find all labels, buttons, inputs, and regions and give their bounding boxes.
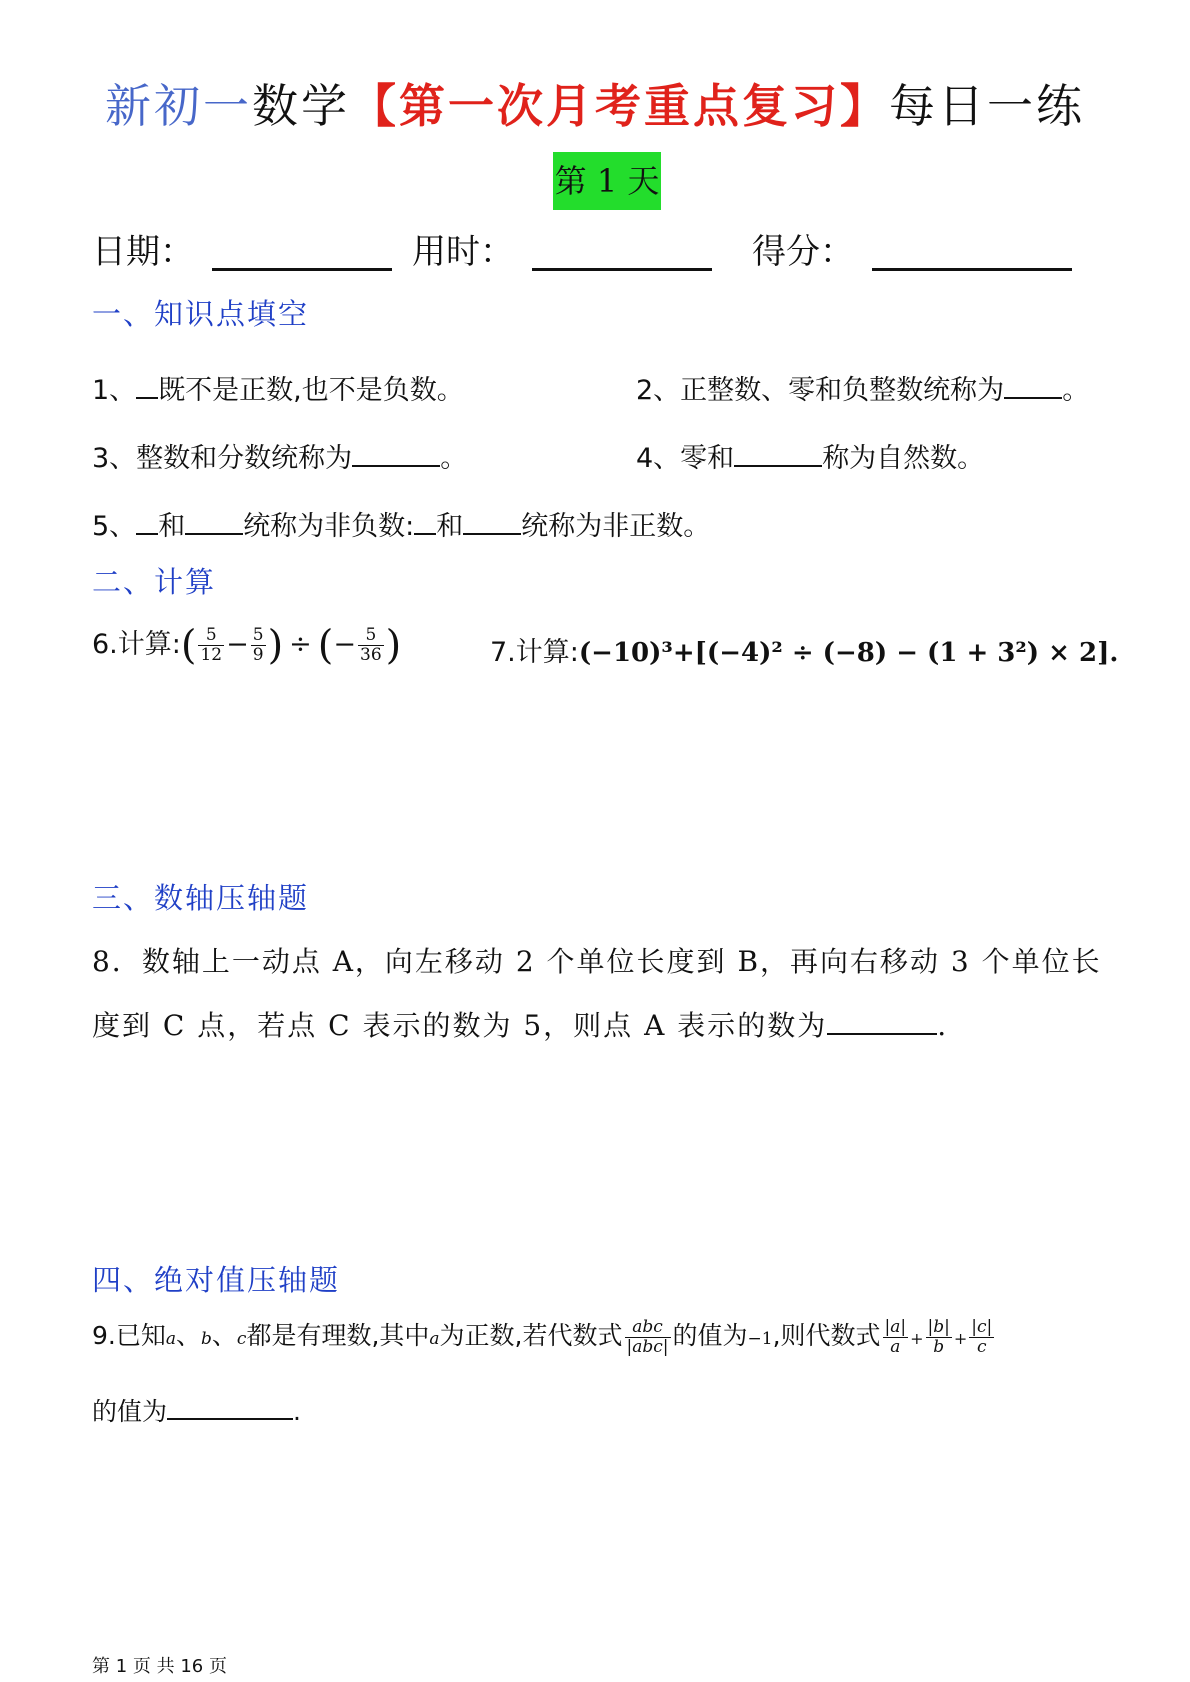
- q5-blank-4[interactable]: [463, 532, 521, 535]
- var-c: c: [236, 1329, 247, 1349]
- paren-open-2: (: [317, 622, 334, 669]
- frac2-den: 9: [252, 645, 264, 665]
- fb-den: b: [933, 1336, 945, 1357]
- abc-num: abc: [625, 1318, 671, 1338]
- frac2-num: 5: [252, 625, 264, 645]
- abc-den: |abc|: [626, 1336, 669, 1357]
- q5-number: 5、: [92, 511, 137, 542]
- q8-text: 度到 C 点，若点 C 表示的数为 5，则点 A 表示的数为: [92, 1009, 828, 1042]
- q2-text: 2、正整数、零和负整数统称为: [636, 375, 1005, 406]
- time-label: 用时：: [412, 232, 514, 272]
- frac3-den: 36: [360, 645, 382, 665]
- neg-sign: −: [333, 629, 357, 660]
- fraction-3: [358, 626, 384, 665]
- div-sign: ÷: [289, 629, 312, 660]
- q9-text-3: 的值为: [672, 1321, 748, 1350]
- var-b: b: [201, 1329, 212, 1349]
- minus-sign: −: [226, 629, 249, 660]
- paren-open: (: [180, 622, 197, 669]
- q3-blank[interactable]: [352, 464, 440, 467]
- q5-and-2: 和: [436, 511, 464, 542]
- q5-blank-2[interactable]: [185, 532, 243, 535]
- q9-value-label: 的值为: [92, 1397, 168, 1426]
- plus-1: +: [910, 1329, 924, 1348]
- fc-den: c: [977, 1336, 987, 1357]
- question-4: [636, 436, 984, 475]
- q1-blank[interactable]: [136, 396, 158, 399]
- question-9-line-2: [92, 1392, 301, 1428]
- frac3-num: 5: [358, 626, 384, 646]
- fraction-2: [251, 626, 266, 665]
- page-title: [0, 70, 1190, 136]
- section-heading-2: 二、计算: [92, 565, 217, 599]
- paren-close: ): [267, 622, 284, 669]
- sep-2: 、: [211, 1321, 237, 1350]
- q9-number: 9.已知: [92, 1321, 166, 1350]
- q5-and-1: 和: [158, 511, 186, 542]
- q1-number: 1、: [92, 375, 137, 406]
- q9-text-4: ,则代数式: [772, 1321, 881, 1350]
- q5-nonpos: 统称为非正数。: [521, 511, 711, 542]
- question-8-line-2: [92, 1004, 948, 1044]
- question-9-line-1: [92, 1316, 996, 1357]
- day-badge: 第 1 天: [553, 152, 661, 210]
- question-1: [92, 368, 464, 407]
- fraction-b: [926, 1318, 952, 1357]
- q2-end: 。: [1062, 375, 1090, 406]
- fraction-1: [198, 626, 224, 665]
- date-label: 日期：: [92, 232, 194, 272]
- var-a: a: [165, 1329, 176, 1349]
- var-a-2: a: [429, 1329, 440, 1349]
- q8-end: .: [937, 1009, 949, 1042]
- frac1-num: 5: [198, 626, 224, 646]
- title-daily: 每日一练: [889, 79, 1085, 133]
- q4-blank[interactable]: [734, 464, 822, 467]
- title-grade: 新初一: [105, 79, 252, 133]
- question-2: [636, 368, 1089, 407]
- q6-label: 6.计算:: [92, 629, 181, 660]
- question-5: [92, 504, 710, 543]
- q9-text-2: 为正数,若代数式: [439, 1321, 623, 1350]
- section-heading-3: 三、数轴压轴题: [92, 881, 310, 915]
- q2-blank[interactable]: [1004, 396, 1062, 399]
- q5-blank-1[interactable]: [136, 532, 158, 535]
- q5-blank-3[interactable]: [414, 532, 436, 535]
- plus-2: +: [953, 1329, 968, 1348]
- score-label: 得分：: [752, 232, 854, 272]
- time-blank[interactable]: [532, 268, 712, 271]
- q9-end: .: [293, 1397, 301, 1426]
- question-7: [490, 630, 1118, 669]
- fc-num: |c|: [971, 1316, 993, 1337]
- q9-text-1: 都是有理数,其中: [246, 1321, 430, 1350]
- fraction-abc: [625, 1318, 671, 1357]
- question-6: [92, 622, 402, 669]
- q3-end: 。: [440, 443, 468, 474]
- score-blank[interactable]: [872, 268, 1072, 271]
- fraction-c: [969, 1318, 994, 1357]
- fa-den: a: [890, 1336, 901, 1357]
- question-8-line-1: 8．数轴上一动点 A，向左移动 2 个单位长度到 B，再向右移动 3 个单位长: [92, 945, 1102, 978]
- paren-close-2: ): [385, 622, 402, 669]
- q1-text: 既不是正数,也不是负数。: [158, 375, 464, 406]
- q4-end: 称为自然数。: [822, 443, 985, 474]
- title-subject: 数学: [252, 79, 350, 133]
- frac1-den: 12: [200, 645, 223, 665]
- question-3: [92, 436, 467, 475]
- q3-text: 3、整数和分数统称为: [92, 443, 353, 474]
- fb-num: |b|: [927, 1316, 950, 1337]
- section-heading-1: 一、知识点填空: [92, 297, 310, 331]
- q8-blank[interactable]: [827, 1032, 937, 1035]
- fraction-a: [883, 1318, 909, 1357]
- date-blank[interactable]: [212, 268, 392, 271]
- q9-blank[interactable]: [167, 1417, 293, 1420]
- title-topic: 【第一次月考重点复习】: [350, 79, 889, 133]
- page-footer: 第 1 页 共 16 页: [92, 1656, 227, 1677]
- fa-num: |a|: [884, 1316, 907, 1337]
- q7-expression: (−10)³+[(−4)² ÷ (−8) − (1 + 3²) × 2].: [578, 638, 1119, 668]
- section-heading-4: 四、绝对值压轴题: [92, 1263, 341, 1297]
- sep-1: 、: [176, 1321, 202, 1350]
- q4-text: 4、零和: [636, 443, 735, 474]
- q5-nonneg: 统称为非负数:: [243, 511, 415, 542]
- q7-label: 7.计算:: [490, 637, 579, 668]
- value-neg-one: −1: [747, 1329, 773, 1349]
